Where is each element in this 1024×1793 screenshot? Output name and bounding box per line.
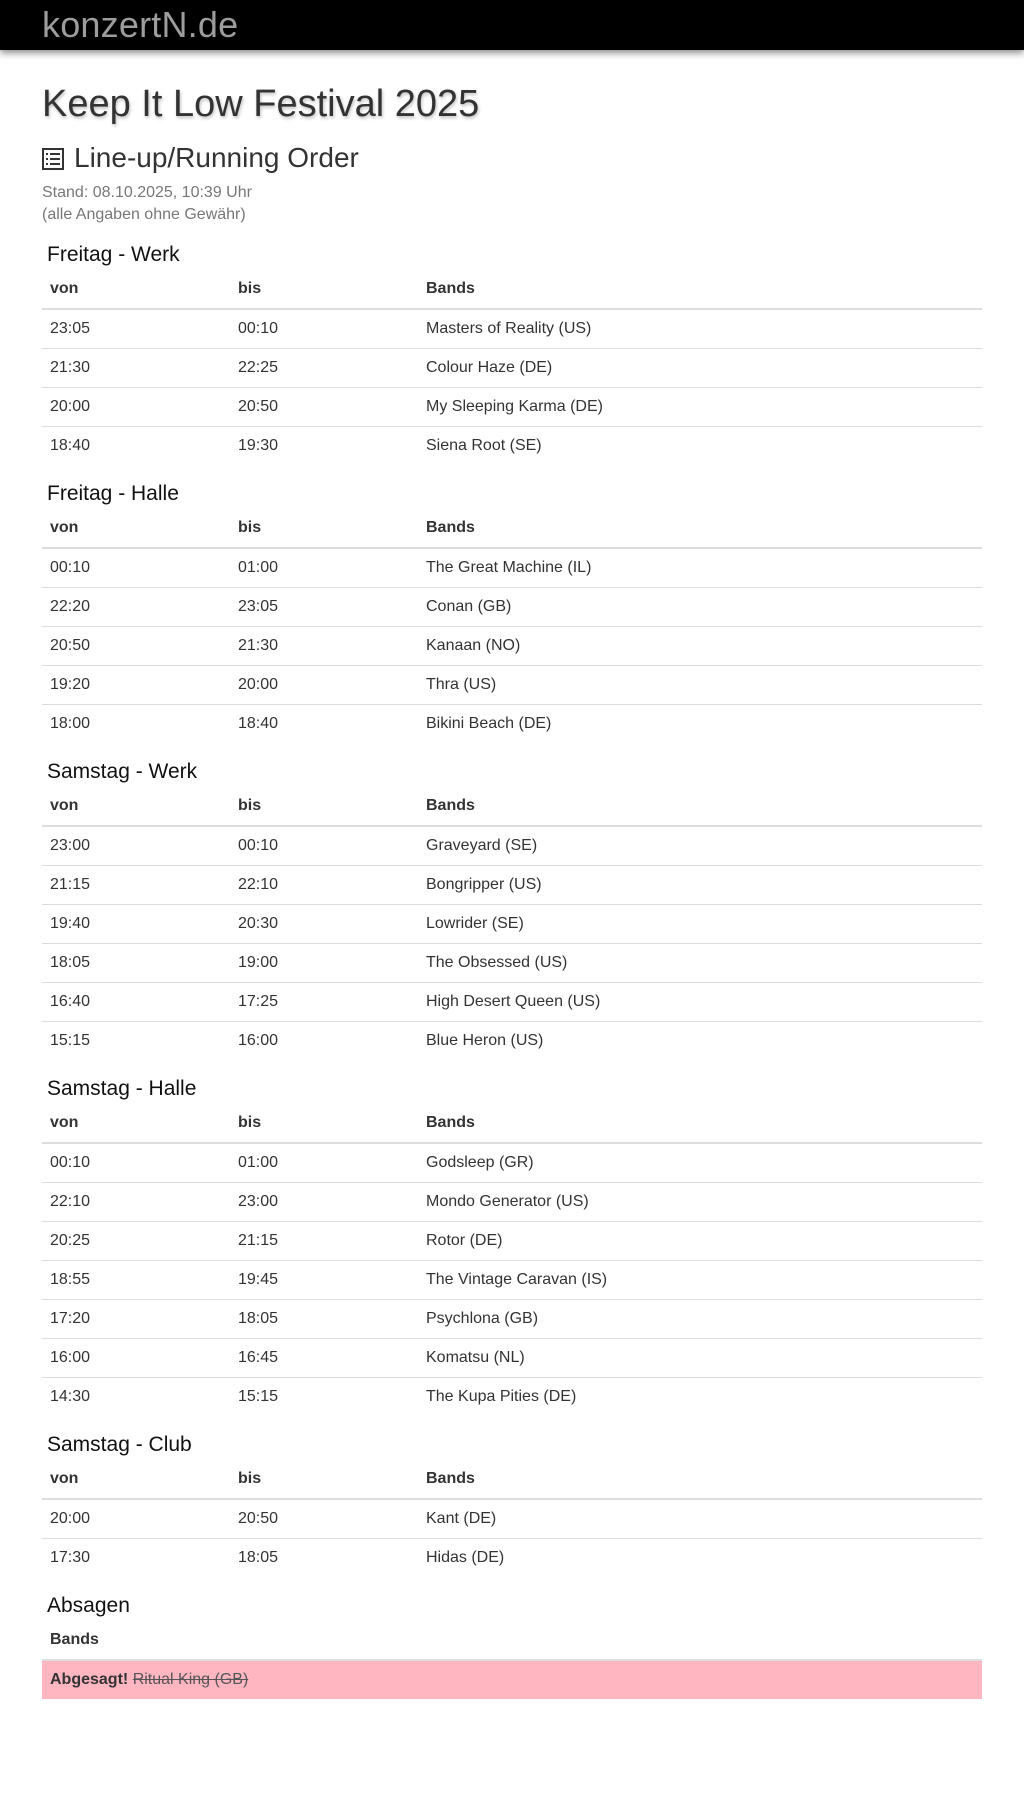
table-row <box>42 627 982 666</box>
start-time-cell: 17:30 <box>50 1549 91 1566</box>
table-row <box>42 1222 982 1261</box>
table-header-row <box>42 1104 982 1143</box>
start-time-cell: 16:40 <box>42 983 230 1022</box>
column-header-bands: Bands <box>418 787 982 826</box>
start-time-cell: 18:55 <box>42 1261 230 1300</box>
start-time-cell: 16:00 <box>42 1339 230 1378</box>
page-title: Keep It Low Festival 2025 <box>42 83 480 125</box>
column-header-bands: Bands <box>418 1460 982 1499</box>
band-name-cell: Graveyard (SE) <box>418 826 982 866</box>
table-row <box>42 866 982 905</box>
end-time-cell: 17:25 <box>230 983 418 1022</box>
band-name-cell: Colour Haze (DE) <box>418 349 982 388</box>
brand-logo-link[interactable]: konzertN.de <box>42 4 239 45</box>
table-row <box>42 1183 982 1222</box>
schedule-table <box>42 1104 982 1416</box>
column-header-bands: Bands <box>418 1104 982 1143</box>
band-name-cell: Bikini Beach (DE) <box>426 715 552 732</box>
schedule-table <box>42 509 982 743</box>
band-name-cell: High Desert Queen (US) <box>418 983 982 1022</box>
table-row <box>42 1261 982 1300</box>
last-updated: Stand: 08.10.2025, 10:39 Uhr <box>42 184 252 201</box>
end-time-cell: 00:10 <box>230 309 418 349</box>
cancelled-tag: Abgesagt! <box>50 1671 129 1688</box>
cancelled-band-name: Ritual King (GB) <box>132 1671 249 1688</box>
start-time-cell: 20:00 <box>42 388 230 427</box>
column-header-von: von <box>42 787 230 826</box>
column-header-bis: bis <box>230 1460 418 1499</box>
section-title: Absagen <box>47 1594 130 1617</box>
start-time-cell: 18:40 <box>50 437 91 454</box>
schedule-table <box>42 787 982 1060</box>
schedule-section <box>42 1430 982 1577</box>
column-header-bis: bis <box>230 787 418 826</box>
section-title: Freitag - Halle <box>47 482 179 505</box>
end-time-cell: 22:25 <box>230 349 418 388</box>
start-time-cell: 20:00 <box>42 1499 230 1539</box>
column-header-von: von <box>42 509 230 548</box>
band-name-cell: The Great Machine (IL) <box>418 548 982 588</box>
schedule-sections <box>42 240 982 1577</box>
disclaimer: (alle Angaben ohne Gewähr) <box>42 206 246 223</box>
page-subtitle: Line-up/Running Order <box>74 142 359 173</box>
band-name-cell: Rotor (DE) <box>418 1222 982 1261</box>
table-row <box>42 905 982 944</box>
start-time-cell: 20:50 <box>42 627 230 666</box>
table-row <box>42 548 982 588</box>
end-time-cell: 18:40 <box>238 715 279 732</box>
start-time-cell: 00:10 <box>42 1143 230 1183</box>
schedule-section <box>42 479 982 743</box>
table-row <box>42 1539 982 1578</box>
band-name-cell: Bongripper (US) <box>418 866 982 905</box>
table-row <box>42 1339 982 1378</box>
column-header-bands: Bands <box>42 1621 982 1660</box>
end-time-cell: 20:50 <box>230 1499 418 1539</box>
start-time-cell: 22:20 <box>42 588 230 627</box>
end-time-cell: 22:10 <box>230 866 418 905</box>
band-name-cell: Hidas (DE) <box>426 1549 505 1566</box>
cancelled-band-row <box>42 1660 982 1699</box>
end-time-cell: 19:45 <box>230 1261 418 1300</box>
column-header-von: von <box>42 270 230 309</box>
end-time-cell: 20:50 <box>230 388 418 427</box>
table-row <box>42 944 982 983</box>
main-content <box>42 80 982 1699</box>
end-time-cell: 20:30 <box>230 905 418 944</box>
table-header-row <box>42 787 982 826</box>
band-name-cell: Godsleep (GR) <box>418 1143 982 1183</box>
start-time-cell: 21:15 <box>42 866 230 905</box>
end-time-cell: 20:00 <box>230 666 418 705</box>
section-title: Samstag - Werk <box>47 760 198 783</box>
band-name-cell: Kant (DE) <box>418 1499 982 1539</box>
table-row <box>42 1378 982 1417</box>
section-title: Samstag - Halle <box>47 1077 197 1100</box>
top-navbar <box>0 0 1024 50</box>
band-name-cell: Lowrider (SE) <box>418 905 982 944</box>
subtitle-row <box>42 140 982 176</box>
column-header-von: von <box>42 1104 230 1143</box>
table-row <box>42 1143 982 1183</box>
table-row <box>42 1300 982 1339</box>
table-row <box>42 1499 982 1539</box>
band-name-cell: My Sleeping Karma (DE) <box>418 388 982 427</box>
band-name-cell: The Vintage Caravan (IS) <box>418 1261 982 1300</box>
section-title: Samstag - Club <box>47 1433 192 1456</box>
schedule-section <box>42 757 982 1060</box>
table-row <box>42 666 982 705</box>
column-header-bis: bis <box>230 509 418 548</box>
band-name-cell: Komatsu (NL) <box>418 1339 982 1378</box>
end-time-cell: 18:05 <box>238 1549 279 1566</box>
end-time-cell: 21:15 <box>230 1222 418 1261</box>
table-row <box>42 588 982 627</box>
column-header-bis: bis <box>230 1104 418 1143</box>
column-header-bands: Bands <box>418 509 982 548</box>
band-name-cell: Conan (GB) <box>418 588 982 627</box>
end-time-cell: 18:05 <box>230 1300 418 1339</box>
band-name-cell: Psychlona (GB) <box>418 1300 982 1339</box>
section-title: Freitag - Werk <box>47 243 180 266</box>
end-time-cell: 01:00 <box>230 548 418 588</box>
schedule-table <box>42 1460 982 1577</box>
table-header-row <box>42 509 982 548</box>
table-row <box>42 1022 982 1061</box>
start-time-cell: 17:20 <box>42 1300 230 1339</box>
end-time-cell: 23:00 <box>230 1183 418 1222</box>
band-name-cell: Masters of Reality (US) <box>418 309 982 349</box>
column-header-bis: bis <box>230 270 418 309</box>
start-time-cell: 19:20 <box>42 666 230 705</box>
band-name-cell: Siena Root (SE) <box>426 437 542 454</box>
start-time-cell: 18:00 <box>50 715 91 732</box>
end-time-cell: 19:30 <box>238 437 279 454</box>
schedule-section <box>42 240 982 465</box>
start-time-cell: 23:05 <box>42 309 230 349</box>
schedule-table <box>42 270 982 465</box>
start-time-cell: 22:10 <box>42 1183 230 1222</box>
table-header-row <box>42 270 982 309</box>
table-row <box>42 983 982 1022</box>
start-time-cell: 20:25 <box>42 1222 230 1261</box>
start-time-cell: 15:15 <box>50 1032 91 1049</box>
column-header-von: von <box>42 1460 230 1499</box>
start-time-cell: 18:05 <box>42 944 230 983</box>
table-row <box>42 309 982 349</box>
start-time-cell: 23:00 <box>42 826 230 866</box>
cancellations-section <box>42 1591 982 1699</box>
schedule-section <box>42 1074 982 1416</box>
start-time-cell: 19:40 <box>42 905 230 944</box>
end-time-cell: 23:05 <box>230 588 418 627</box>
band-name-cell: Kanaan (NO) <box>418 627 982 666</box>
cancelled-band-cell <box>42 1660 982 1699</box>
end-time-cell: 01:00 <box>230 1143 418 1183</box>
table-row <box>42 427 982 466</box>
start-time-cell: 00:10 <box>42 548 230 588</box>
band-name-cell: The Obsessed (US) <box>418 944 982 983</box>
start-time-cell: 14:30 <box>50 1388 91 1405</box>
band-name-cell: Blue Heron (US) <box>426 1032 544 1049</box>
end-time-cell: 16:00 <box>238 1032 279 1049</box>
end-time-cell: 21:30 <box>230 627 418 666</box>
cancellations-table <box>42 1621 982 1699</box>
end-time-cell: 19:00 <box>230 944 418 983</box>
table-header-row <box>42 1460 982 1499</box>
table-row <box>42 705 982 744</box>
band-name-cell: Mondo Generator (US) <box>418 1183 982 1222</box>
start-time-cell: 21:30 <box>42 349 230 388</box>
table-header-row <box>42 1621 982 1660</box>
table-row <box>42 826 982 866</box>
end-time-cell: 16:45 <box>230 1339 418 1378</box>
column-header-bands: Bands <box>418 270 982 309</box>
band-name-cell: Thra (US) <box>418 666 982 705</box>
end-time-cell: 15:15 <box>238 1388 279 1405</box>
end-time-cell: 00:10 <box>230 826 418 866</box>
table-row <box>42 388 982 427</box>
list-icon <box>42 148 64 170</box>
table-row <box>42 349 982 388</box>
band-name-cell: The Kupa Pities (DE) <box>426 1388 577 1405</box>
